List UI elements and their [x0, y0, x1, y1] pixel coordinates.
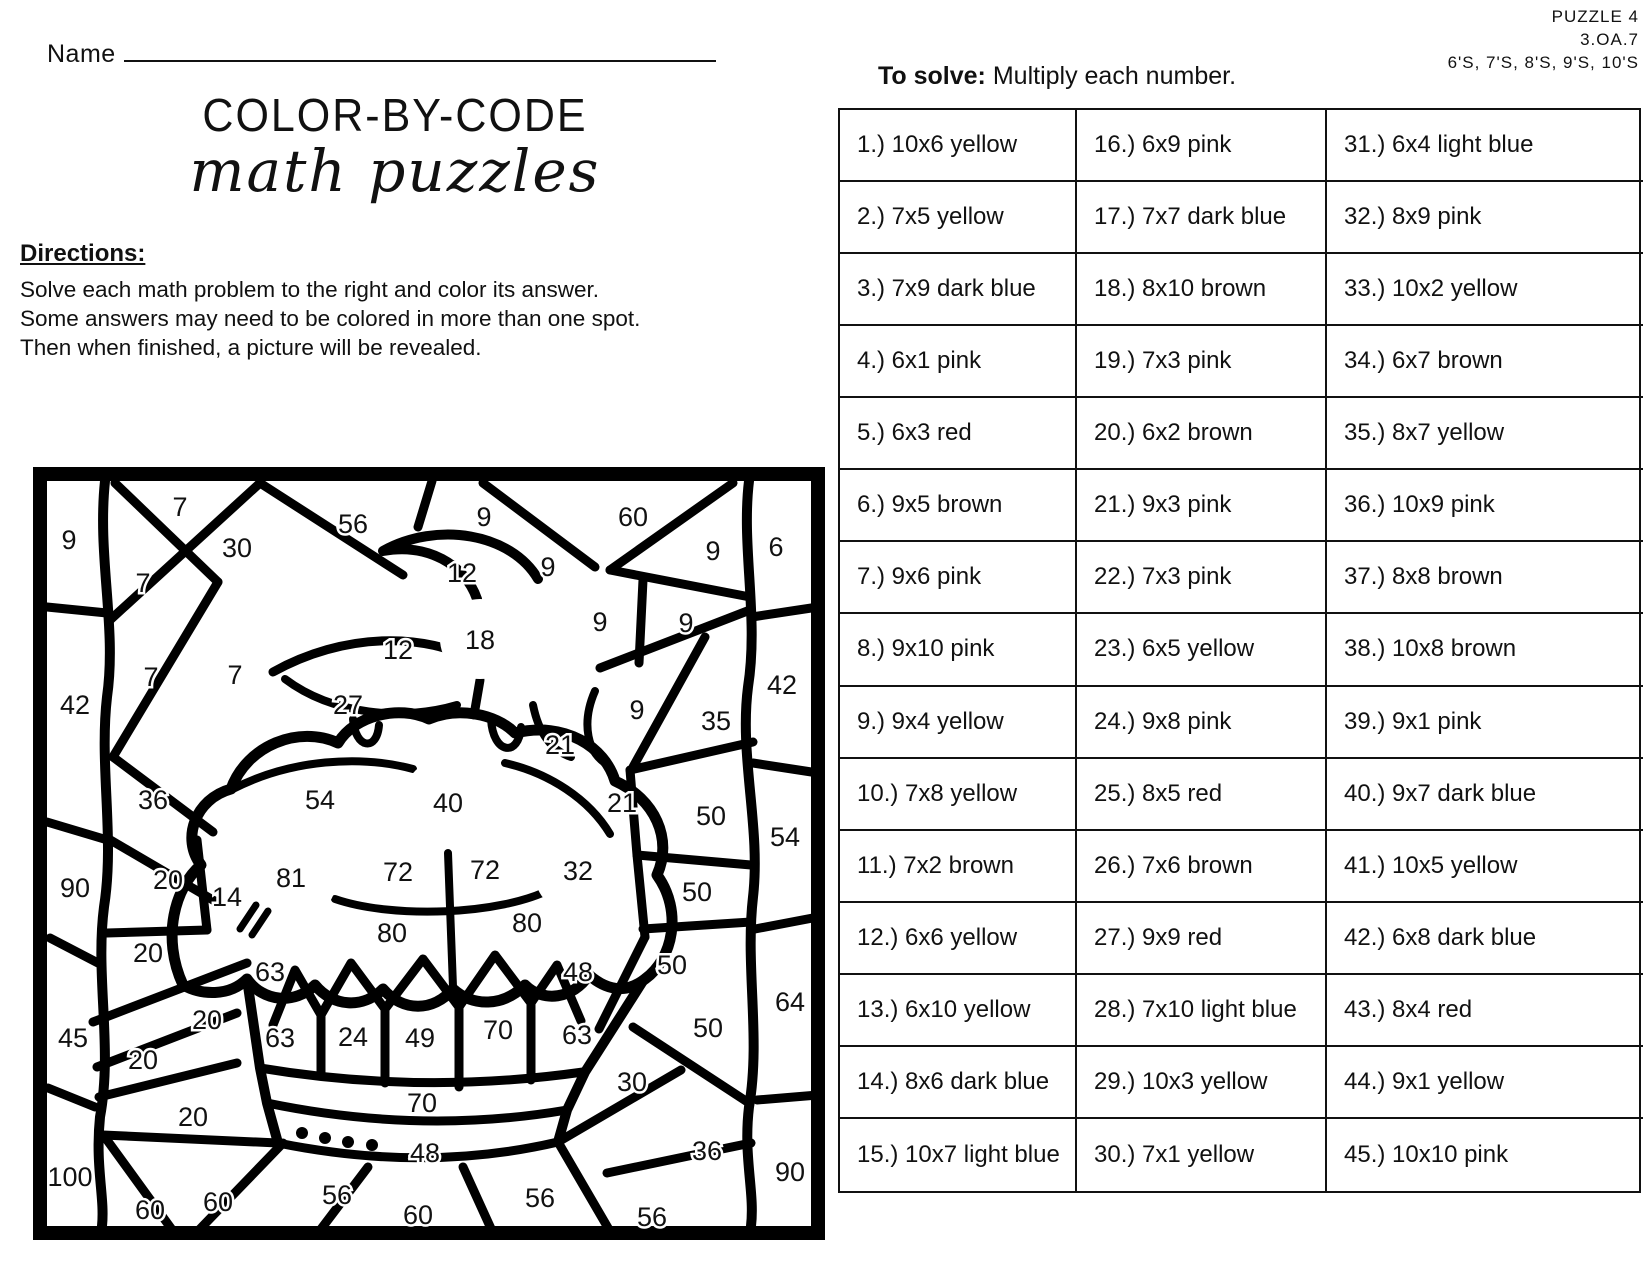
problem-cell: 27.) 9x9 red	[1077, 903, 1327, 975]
problem-cell: 2.) 7x5 yellow	[840, 182, 1077, 254]
region-number: 9	[629, 695, 645, 725]
region-number: 35	[700, 706, 732, 736]
problem-cell: 23.) 6x5 yellow	[1077, 614, 1327, 686]
region-number: 80	[511, 908, 543, 938]
to-solve-instruction	[878, 62, 1236, 91]
region-number: 60	[202, 1187, 234, 1217]
problem-cell: 3.) 7x9 dark blue	[840, 254, 1077, 326]
region-number: 18	[464, 625, 496, 655]
region-number: 63	[254, 957, 286, 987]
problem-cell: 1.) 10x6 yellow	[840, 110, 1077, 182]
region-number: 7	[172, 492, 188, 522]
region-number: 50	[692, 1013, 724, 1043]
puzzle-number-label: PUZZLE 4	[1551, 7, 1639, 26]
problem-cell: 16.) 6x9 pink	[1077, 110, 1327, 182]
region-number: 56	[337, 509, 369, 539]
directions-heading: Directions:	[20, 240, 146, 267]
region-number: 63	[264, 1023, 296, 1053]
region-number: 30	[221, 533, 253, 563]
region-number: 64	[774, 987, 806, 1017]
problem-cell: 7.) 9x6 pink	[840, 542, 1077, 614]
region-number: 70	[406, 1088, 438, 1118]
region-number: 20	[177, 1102, 209, 1132]
problem-cell: 10.) 7x8 yellow	[840, 759, 1077, 831]
region-number: 48	[562, 957, 594, 987]
problem-cell: 8.) 9x10 pink	[840, 614, 1077, 686]
region-number: 21	[606, 788, 638, 818]
problem-cell: 38.) 10x8 brown	[1327, 614, 1643, 686]
region-number: 50	[656, 950, 688, 980]
region-number: 72	[382, 857, 414, 887]
problem-cell: 13.) 6x10 yellow	[840, 975, 1077, 1047]
problem-cell: 34.) 6x7 brown	[1327, 326, 1643, 398]
region-number: 54	[304, 785, 336, 815]
region-number: 81	[275, 863, 307, 893]
problem-cell: 14.) 8x6 dark blue	[840, 1047, 1077, 1119]
region-number: 42	[59, 690, 91, 720]
region-number: 9	[61, 525, 77, 555]
name-blank-line[interactable]	[124, 38, 716, 62]
region-number: 54	[769, 822, 801, 852]
region-number: 12	[382, 635, 414, 665]
problem-cell: 39.) 9x1 pink	[1327, 687, 1643, 759]
region-number: 32	[562, 856, 594, 886]
region-number: 14	[211, 882, 243, 912]
problem-cell: 30.) 7x1 yellow	[1077, 1119, 1327, 1191]
problem-cell: 24.) 9x8 pink	[1077, 687, 1327, 759]
title-script: math puzzles	[189, 137, 601, 205]
region-number: 60	[402, 1200, 434, 1230]
problem-cell: 11.) 7x2 brown	[840, 831, 1077, 903]
region-number: 9	[705, 536, 721, 566]
region-number: 70	[482, 1015, 514, 1045]
region-number: 40	[432, 788, 464, 818]
region-number: 63	[561, 1020, 593, 1050]
problem-cell: 15.) 10x7 light blue	[840, 1119, 1077, 1191]
region-number: 24	[337, 1022, 369, 1052]
problem-cell: 19.) 7x3 pink	[1077, 326, 1327, 398]
region-number: 60	[134, 1195, 166, 1225]
region-number: 80	[376, 918, 408, 948]
problem-cell: 12.) 6x6 yellow	[840, 903, 1077, 975]
region-number: 21	[544, 730, 576, 760]
problem-cell: 42.) 6x8 dark blue	[1327, 903, 1643, 975]
problem-cell: 44.) 9x1 yellow	[1327, 1047, 1643, 1119]
problem-cell: 25.) 8x5 red	[1077, 759, 1327, 831]
region-number: 48	[409, 1138, 441, 1168]
region-number: 45	[57, 1023, 89, 1053]
region-number: 20	[191, 1005, 223, 1035]
problem-cell: 40.) 9x7 dark blue	[1327, 759, 1643, 831]
problem-cell: 21.) 9x3 pink	[1077, 470, 1327, 542]
region-number: 50	[695, 801, 727, 831]
region-number: 56	[321, 1180, 353, 1210]
name-label: Name	[47, 40, 116, 68]
region-number: 20	[127, 1045, 159, 1075]
problem-cell: 33.) 10x2 yellow	[1327, 254, 1643, 326]
directions-line: Then when finished, a picture will be revealed.	[20, 334, 482, 360]
region-number: 27	[332, 690, 364, 720]
to-solve-text: Multiply each number.	[985, 62, 1237, 90]
region-number: 30	[616, 1067, 648, 1097]
problem-cell: 31.) 6x4 light blue	[1327, 110, 1643, 182]
problem-cell: 22.) 7x3 pink	[1077, 542, 1327, 614]
directions-section	[20, 240, 780, 362]
region-number: 72	[469, 855, 501, 885]
region-number: 6	[768, 532, 784, 562]
region-number: 9	[476, 502, 492, 532]
region-number: 56	[636, 1202, 668, 1232]
directions-line: Solve each math problem to the right and color its answer.	[20, 277, 600, 302]
to-solve-label: To solve:	[878, 62, 986, 90]
standard-label: 3.OA.7	[1580, 29, 1639, 49]
region-number: 56	[524, 1183, 556, 1213]
problem-cell: 35.) 8x7 yellow	[1327, 398, 1643, 470]
title-main: COLOR-BY-CODE	[202, 90, 588, 142]
problem-cell: 37.) 8x8 brown	[1327, 542, 1643, 614]
name-row	[47, 38, 716, 69]
region-number: 60	[617, 502, 649, 532]
directions-line: Some answers may need to be colored in more than one spot.	[20, 305, 641, 331]
problem-cell: 36.) 10x9 pink	[1327, 470, 1643, 542]
region-number: 90	[59, 873, 91, 903]
region-number: 7	[143, 662, 159, 692]
region-number: 50	[681, 877, 713, 907]
problem-cell: 6.) 9x5 brown	[840, 470, 1077, 542]
problem-cell: 28.) 7x10 light blue	[1077, 975, 1327, 1047]
region-number: 36	[691, 1136, 723, 1166]
problem-cell: 32.) 8x9 pink	[1327, 182, 1643, 254]
problem-cell: 43.) 8x4 red	[1327, 975, 1643, 1047]
worksheet-title	[50, 92, 740, 205]
worksheet-codes	[1448, 6, 1639, 75]
problem-cell: 41.) 10x5 yellow	[1327, 831, 1643, 903]
region-number: 49	[404, 1023, 436, 1053]
problem-cell: 20.) 6x2 brown	[1077, 398, 1327, 470]
region-number: 20	[152, 865, 184, 895]
region-number: 42	[766, 670, 798, 700]
region-number: 7	[135, 568, 151, 598]
problem-cell: 5.) 6x3 red	[840, 398, 1077, 470]
region-number: 36	[137, 785, 169, 815]
region-number: 9	[678, 608, 694, 638]
problems-table	[838, 108, 1641, 1193]
problem-cell: 18.) 8x10 brown	[1077, 254, 1327, 326]
problem-cell: 26.) 7x6 brown	[1077, 831, 1327, 903]
region-number: 90	[774, 1157, 806, 1187]
region-number: 12	[446, 558, 478, 588]
region-number: 9	[592, 607, 608, 637]
problem-cell: 17.) 7x7 dark blue	[1077, 182, 1327, 254]
region-number: 7	[227, 660, 243, 690]
problem-cell: 4.) 6x1 pink	[840, 326, 1077, 398]
facts-label: 6'S, 7'S, 8'S, 9'S, 10'S	[1447, 52, 1639, 72]
color-by-number-puzzle[interactable]	[33, 467, 825, 1240]
region-number: 100	[47, 1162, 93, 1192]
region-number: 9	[540, 552, 556, 582]
problem-cell: 9.) 9x4 yellow	[840, 687, 1077, 759]
problem-cell: 45.) 10x10 pink	[1344, 1140, 1509, 1168]
problem-cell: 29.) 10x3 yellow	[1077, 1047, 1327, 1119]
region-number: 20	[132, 938, 164, 968]
